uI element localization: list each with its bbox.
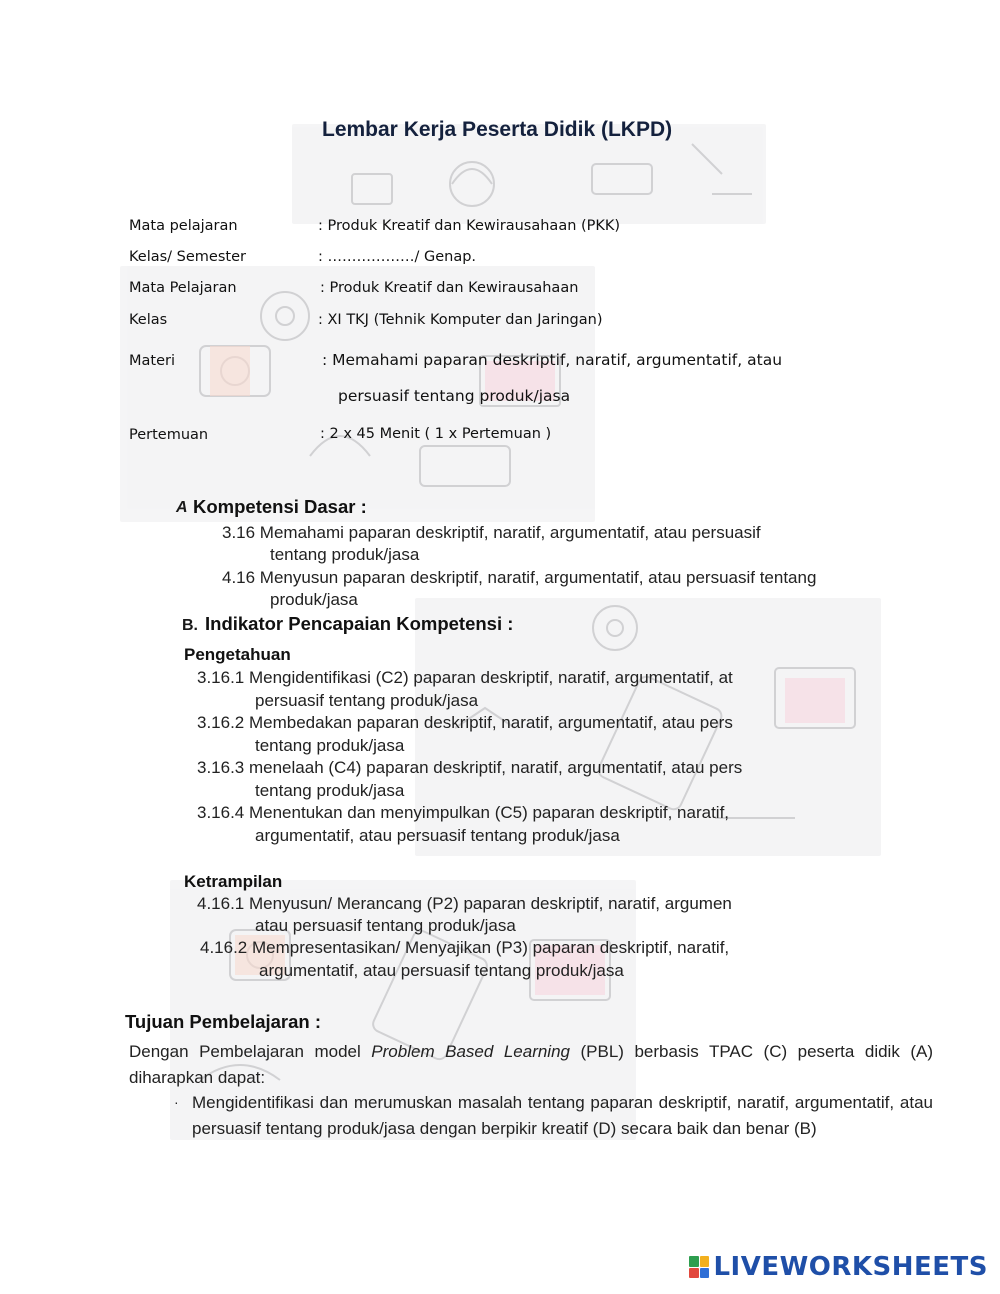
info-value-materi: : Memahami paparan deskriptif, naratif, argumentatif, atau [322, 351, 783, 369]
page-title: Lembar Kerja Peserta Didik (LKPD) [322, 118, 673, 141]
tujuan-heading: Tujuan Pembelajaran : [125, 1011, 322, 1032]
info-value-kelas: : XI TKJ (Tehnik Komputer dan Jaringan) [318, 312, 603, 328]
section-kompetensi-heading: Kompetensi Dasar : [193, 496, 367, 517]
pengetahuan-heading: Pengetahuan [184, 645, 291, 664]
kd-item-4-16: 4.16 Menyusun paparan deskriptif, naratif, argumentatif, atau persuasif tentang [222, 568, 817, 587]
ketrampilan-heading: Ketrampilan [184, 872, 283, 891]
liveworksheets-text: LIVEWORKSHEETS [713, 1252, 988, 1282]
info-value-kelas-semester: : ………………/ Genap. [318, 249, 477, 265]
ipk-3-16-2: 3.16.2 Membedakan paparan deskriptif, naratif, argumentatif, atau pers [197, 713, 733, 732]
info-value-pertemuan: : 2 x 45 Menit ( 1 x Pertemuan ) [320, 426, 552, 442]
liveworksheets-icon [689, 1256, 709, 1278]
info-label-mata-pelajaran-2: Mata Pelajaran [129, 280, 237, 296]
ipk-4-16-2: 4.16.2 Mempresentasikan/ Menyajikan (P3) paparan deskriptif, naratif, [200, 938, 730, 957]
ipk-3-16-1-cont: persuasif tentang produk/jasa [255, 691, 479, 710]
tujuan-bullet-item: Mengidentifikasi dan merumuskan masalah tentang paparan deskriptif, naratif, argumentatif, atau persuasif tentang produk/jasa dengan berpikir kreatif (D) secara baik dan benar (B) [192, 1093, 933, 1138]
info-label-kelas-semester: Kelas/ Semester [129, 249, 246, 265]
ipk-4-16-2-cont: argumentatif, atau persuasif tentang produk/jasa [259, 961, 624, 980]
section-indikator-heading: Indikator Pencapaian Kompetensi : [205, 613, 514, 634]
info-label-pertemuan: Pertemuan [129, 427, 209, 443]
tujuan-intro-pre: Dengan Pembelajaran model [129, 1042, 372, 1061]
ipk-4-16-1-cont: atau persuasif tentang produk/jasa [255, 916, 516, 935]
info-value-mata-pelajaran: : Produk Kreatif dan Kewirausahaan (PKK) [318, 218, 621, 234]
section-a-letter: A [176, 499, 188, 516]
tujuan-intro-model: Problem Based Learning [371, 1042, 570, 1061]
ipk-3-16-2-cont: tentang produk/jasa [255, 736, 405, 755]
tujuan-intro-post: (PBL) berbasis TPAC (C) peserta didik (A) diharapkan dapat: [129, 1042, 934, 1087]
section-b-letter: B. [182, 617, 198, 634]
info-label-kelas: Kelas [129, 312, 168, 328]
info-value-mata-pelajaran-2: : Produk Kreatif dan Kewirausahaan [320, 280, 579, 296]
ipk-3-16-3: 3.16.3 menelaah (C4) paparan deskriptif, naratif, argumentatif, atau pers [197, 758, 743, 777]
liveworksheets-logo[interactable] [689, 1252, 988, 1282]
kd-item-3-16-cont: tentang produk/jasa [270, 545, 420, 564]
tujuan-intro [129, 1039, 933, 1091]
info-value-materi-line2: persuasif tentang produk/jasa [338, 387, 571, 405]
ipk-3-16-3-cont: tentang produk/jasa [255, 781, 405, 800]
ipk-3-16-4-cont: argumentatif, atau persuasif tentang produk/jasa [255, 826, 620, 845]
info-label-mata-pelajaran: Mata pelajaran [129, 218, 238, 234]
tujuan-bullet-dot: · [174, 1094, 179, 1110]
ipk-4-16-1: 4.16.1 Menyusun/ Merancang (P2) paparan deskriptif, naratif, argumen [197, 894, 732, 913]
ipk-3-16-1: 3.16.1 Mengidentifikasi (C2) paparan deskriptif, naratif, argumentatif, at [197, 668, 733, 687]
kd-item-4-16-cont: produk/jasa [270, 590, 358, 609]
info-label-materi: Materi [129, 353, 175, 369]
ipk-3-16-4: 3.16.4 Menentukan dan menyimpulkan (C5) paparan deskriptif, naratif, [197, 803, 730, 822]
kd-item-3-16: 3.16 Memahami paparan deskriptif, naratif, argumentatif, atau persuasif [222, 523, 761, 542]
